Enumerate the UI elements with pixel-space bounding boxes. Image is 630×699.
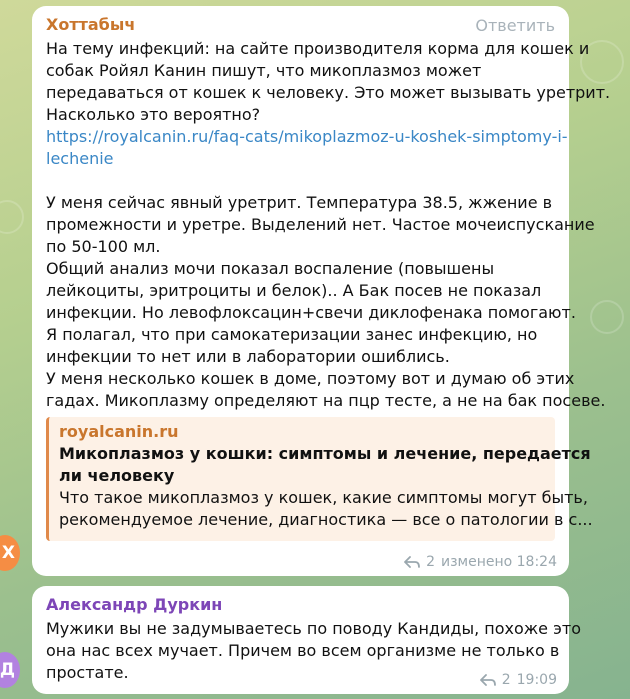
message-bubble[interactable] (32, 586, 581, 694)
text-line: У меня несколько кошек в доме, поэтому вот и думаю об этих (46, 369, 575, 388)
link-line[interactable]: https://royalcanin.ru/faq-cats/mikoplazmoz-u-koshek-simptomy-i- (46, 127, 568, 146)
preview-description: рекомендуемое лечение, диагностика — все о патологии в с... (59, 510, 593, 529)
preview-title: ли человеку (59, 466, 175, 485)
message-meta (480, 672, 557, 688)
background-doodle (590, 300, 624, 334)
sender-name[interactable]: Александр Дуркин (46, 595, 223, 614)
reply-button[interactable]: Ответить (475, 16, 555, 35)
reply-arrow-icon[interactable] (404, 555, 420, 569)
text-line: промежности и уретре. Выделений нет. Частое мочеиспускание (46, 215, 595, 234)
text-line: Мужики вы не задумываетесь по поводу Кандиды, похоже это (46, 619, 581, 638)
message-meta (404, 554, 557, 570)
text-line: Насколько это вероятно? (46, 105, 261, 124)
text-line: она нас всех мучает. Причем во всем организме не только в (46, 641, 560, 660)
text-line: лейкоциты, эритроциты и белок).. А Бак посев не показал (46, 281, 542, 300)
text-line: простате. (46, 663, 129, 682)
reply-count[interactable]: 2 (501, 672, 511, 688)
link-line[interactable]: lechenie (46, 149, 114, 168)
text-line: У меня сейчас явный уретрит. Температура 38.5, жжение в (46, 193, 553, 212)
text-line: Я полагал, что при самокатеризации занес инфекцию, но (46, 325, 538, 344)
message-time: изменено 18:24 (441, 554, 557, 570)
text-line: Общий анализ мочи показал воспаление (повышены (46, 259, 495, 278)
sender-name[interactable]: Хоттабыч (46, 15, 136, 34)
preview-title: Микоплазмоз у кошки: симптомы и лечение, передается (59, 444, 591, 463)
text-line: гадах. Микоплазму определяют на пцр тесте, а не на бак посеве. (46, 391, 606, 410)
message-time: 19:09 (516, 672, 557, 688)
message-link[interactable] (46, 126, 568, 170)
message-bubble[interactable] (32, 6, 611, 576)
text-line: собак Ройял Канин пишут, что микоплазмоз может (46, 61, 482, 80)
reply-count[interactable]: 2 (426, 554, 435, 570)
link-preview[interactable] (46, 417, 593, 541)
text-line: по 50-100 мл. (46, 237, 161, 256)
avatar[interactable]: Х (0, 535, 20, 571)
text-line: На тему инфекций: на сайте производителя корма для кошек и (46, 39, 590, 58)
background-doodle (0, 200, 24, 234)
reply-arrow-icon[interactable] (480, 673, 496, 687)
text-line: инфекции. Но левофлоксацин+свечи диклофенака помогают. (46, 303, 576, 322)
text-line: передаваться от кошек к человеку. Это может вызывать уретрит. (46, 83, 611, 102)
paragraph-gap (46, 170, 559, 192)
avatar[interactable]: Д (0, 652, 20, 688)
preview-description: Что такое микоплазмоз у кошек, какие симптомы могут быть, (59, 488, 588, 507)
text-line: инфекции то нет или в лаборатории ошиблись. (46, 347, 450, 366)
preview-site-name: royalcanin.ru (59, 422, 179, 441)
message-text (46, 38, 611, 412)
